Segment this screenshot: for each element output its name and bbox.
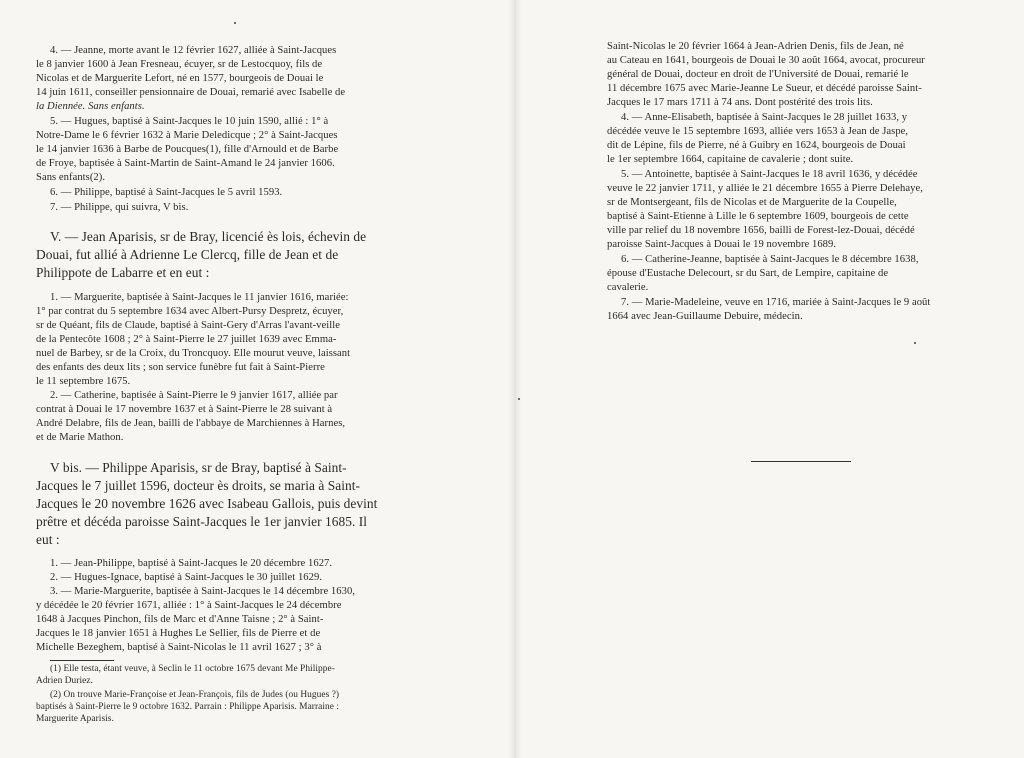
- text-line: le 14 janvier 1636 à Barbe de Poucques(1), fille d'Arnould et de Barbe: [36, 144, 339, 155]
- text-line: épouse d'Eustache Delecourt, sr du Sart, de Lempire, capitaine de: [607, 268, 889, 279]
- text-line: 11 décembre 1675 avec Marie-Jeanne Le Sueur, et décédé paroisse Saint-: [607, 83, 922, 94]
- text-line: 6. — Catherine-Jeanne, baptisée à Saint-Jacques le 8 décembre 1638,: [621, 254, 919, 265]
- text-line: 14 juin 1611, conseiller pensionnaire de Douai, remarié avec Isabelle de: [36, 87, 346, 98]
- text-line: Jacques le 18 janvier 1651 à Hughes Le Sellier, fils de Pierre et de: [36, 628, 321, 639]
- text-line: 5. — Hugues, baptisé à Saint-Jacques le 10 juin 1590, allié : 1° à: [50, 116, 329, 127]
- text-line: le 1er septembre 1664, capitaine de cavalerie ; dont suite.: [607, 154, 854, 165]
- text-line: 4. — Anne-Elisabeth, baptisée à Saint-Jacques le 28 juillet 1633, y: [621, 112, 908, 123]
- footnote-line: (1) Elle testa, étant veuve, à Seclin le 11 octobre 1675 devant Me Philippe-: [50, 664, 335, 674]
- text-line: 7. — Philippe, qui suivra, V bis.: [50, 202, 189, 213]
- text-line: y décédée le 20 février 1671, alliée : 1° à Saint-Jacques le 24 décembre: [36, 600, 342, 611]
- text-line: décédée veuve le 15 septembre 1693, alliée vers 1653 à Jean de Jaspe,: [607, 126, 909, 137]
- text-line: Notre-Dame le 6 février 1632 à Marie Deledicque ; 2° à Saint-Jacques: [36, 130, 338, 141]
- text-line: André Delabre, fils de Jean, bailli de l'abbaye de Marchiennes à Harnes,: [36, 418, 346, 429]
- text-line: Saint-Nicolas le 20 février 1664 à Jean-Adrien Denis, fils de Jean, né: [607, 41, 904, 52]
- text-line: des enfants des deux lits ; son service funèbre fut fait à Saint-Pierre: [36, 362, 325, 373]
- ink-speck: [234, 22, 236, 24]
- text-line: dit de Lépine, fils de Pierre, né à Guibry en 1624, bourgeois de Douai: [607, 140, 906, 151]
- text-line: Sans enfants(2).: [36, 172, 106, 183]
- section-heading: V. — Jean Aparisis, sr de Bray, licencié ès lois, échevin de: [50, 229, 367, 244]
- section-end-rule: [751, 461, 851, 462]
- text-line: ville par relief du 18 novembre 1656, bailli de Forest-lez-Douai, décédé: [607, 225, 915, 236]
- text-line: baptisé à Saint-Etienne à Lille le 6 septembre 1609, bourgeois de cette: [607, 211, 909, 222]
- text-line: 7. — Marie-Madeleine, veuve en 1716, mariée à Saint-Jacques le 9 août: [621, 297, 931, 308]
- section-heading: Jacques le 20 novembre 1626 avec Isabeau Gallois, puis devint: [36, 496, 378, 511]
- text-line: la Diennée. Sans enfants.: [36, 101, 145, 112]
- text-line: 4. — Jeanne, morte avant le 12 février 1627, alliée à Saint-Jacques: [50, 45, 337, 56]
- text-line: Nicolas et de Marguerite Lefort, né en 1577, bourgeois de Douai le: [36, 73, 324, 84]
- section-heading: V bis. — Philippe Aparisis, sr de Bray, baptisé à Saint-: [50, 460, 347, 475]
- text-line: sr de Montsergeant, fils de Nicolas et de Marguerite de la Coupelle,: [607, 197, 897, 208]
- text-line: nuel de Barbey, sr de la Croix, du Troncquoy. Elle mourut veuve, laissant: [36, 348, 351, 359]
- footnote-rule: [50, 660, 114, 661]
- text-line: au Cateau en 1641, bourgeois de Douai le 30 août 1664, avocat, procureur: [607, 55, 925, 66]
- section-heading: eut :: [36, 532, 60, 547]
- text-line: contrat à Douai le 17 novembre 1637 et à Saint-Pierre le 28 suivant à: [36, 404, 333, 415]
- text-line: sr de Quéant, fils de Claude, baptisé à Saint-Gery d'Arras l'avant-veille: [36, 320, 340, 331]
- text-line: 6. — Philippe, baptisé à Saint-Jacques le 5 avril 1593.: [50, 187, 283, 198]
- text-line: le 8 janvier 1600 à Jean Fresneau, écuyer, sr de Lestocquoy, fils de: [36, 59, 323, 70]
- text-line: de la Pentecôte 1608 ; 2° à Saint-Pierre le 27 juillet 1639 avec Emma-: [36, 334, 337, 345]
- text-line: 1648 à Jacques Pinchon, fils de Marc et d'Anne Taisne ; 2° à Saint-: [36, 614, 324, 625]
- section-heading: prêtre et décéda paroisse Saint-Jacques le 1er janvier 1685. Il: [36, 514, 368, 529]
- page-gutter: [508, 0, 522, 758]
- text-line: 1. — Marguerite, baptisée à Saint-Jacques le 11 janvier 1616, mariée:: [50, 292, 349, 303]
- text-line: Michelle Bezeghem, baptisé à Saint-Nicolas le 11 avril 1627 ; 3° à: [36, 642, 322, 653]
- text-line: 5. — Antoinette, baptisée à Saint-Jacques le 18 avril 1636, y décédée: [621, 169, 918, 180]
- section-heading: Douai, fut allié à Adrienne Le Clercq, fille de Jean et de: [36, 247, 339, 262]
- text-line: cavalerie.: [607, 282, 649, 293]
- text-line: le 11 septembre 1675.: [36, 376, 131, 387]
- text-line: 2. — Hugues-Ignace, baptisé à Saint-Jacques le 30 juillet 1629.: [50, 572, 323, 583]
- footnote-line: baptisés à Saint-Pierre le 9 octobre 1632. Parrain : Philippe Aparisis. Marraine :: [36, 702, 339, 712]
- text-line: 1. — Jean-Philippe, baptisé à Saint-Jacques le 20 décembre 1627.: [50, 558, 333, 569]
- section-heading: Philippote de Labarre et en eut :: [36, 265, 210, 280]
- text-line: veuve le 22 janvier 1711, y alliée le 21 décembre 1655 à Pierre Delehaye,: [607, 183, 923, 194]
- text-line: Jacques le 17 mars 1711 à 74 ans. Dont postérité des trois lits.: [607, 97, 873, 108]
- text-line: de Froye, baptisée à Saint-Martin de Saint-Amand le 24 janvier 1606.: [36, 158, 335, 169]
- text-line: 1664 avec Jean-Guillaume Debuire, médecin.: [607, 311, 803, 322]
- text-line: 2. — Catherine, baptisée à Saint-Pierre le 9 janvier 1617, alliée par: [50, 390, 338, 401]
- text-line: 1° par contrat du 5 septembre 1634 avec Albert-Pursy Despretz, écuyer,: [36, 306, 344, 317]
- text-line: général de Douai, docteur en droit de l'Université de Douai, remarié le: [607, 69, 909, 80]
- section-heading: Jacques le 7 juillet 1596, docteur ès droits, se maria à Saint-: [36, 478, 361, 493]
- text-line: 3. — Marie-Marguerite, baptisée à Saint-Jacques le 14 décembre 1630,: [50, 586, 356, 597]
- ink-speck: [518, 398, 520, 400]
- text-line: et de Marie Mathon.: [36, 432, 124, 443]
- footnote-line: (2) On trouve Marie-Françoise et Jean-François, fils de Judes (ou Hugues ?): [50, 690, 340, 700]
- text-line: paroisse Saint-Jacques à Douai le 19 novembre 1689.: [607, 239, 837, 250]
- footnote-line: Adrien Duriez.: [36, 676, 93, 686]
- footnote-line: Marguerite Aparisis.: [36, 714, 114, 724]
- ink-speck: [914, 342, 916, 344]
